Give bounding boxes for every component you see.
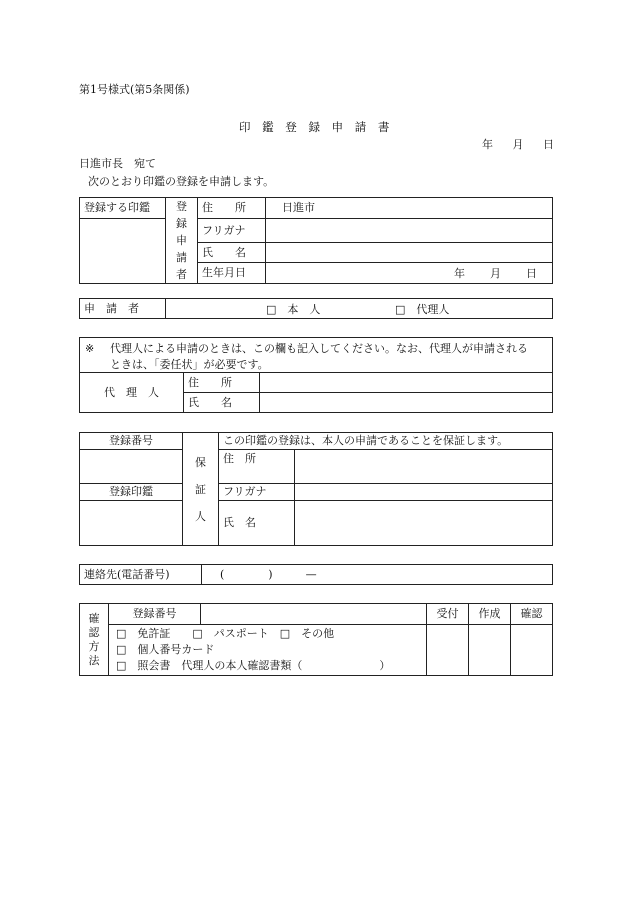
received-label: 受付 xyxy=(427,604,469,625)
birth-date-field[interactable] xyxy=(266,263,553,284)
contact-table xyxy=(79,564,553,585)
seal-impression-area[interactable] xyxy=(80,219,166,284)
guarantor-table xyxy=(79,432,553,546)
verification-methods xyxy=(109,625,427,676)
confirmed-stamp-box[interactable] xyxy=(511,625,553,676)
address-value[interactable]: 日進市 xyxy=(266,198,553,219)
registration-table xyxy=(79,197,553,284)
name-field[interactable] xyxy=(266,243,553,263)
created-label: 作成 xyxy=(469,604,511,625)
proxy-name-field[interactable] xyxy=(260,393,553,413)
applicant-vertical-label: 登録申請者 xyxy=(166,198,198,284)
page-title: 印 鑑 登 録 申 請 書 xyxy=(239,120,390,134)
contact-label: 連絡先(電話番号) xyxy=(80,565,202,585)
guarantor-name-field[interactable] xyxy=(295,501,553,546)
reg-seal-impression-area[interactable] xyxy=(80,501,183,546)
proxy-table xyxy=(79,337,553,413)
reg-number-label: 登録番号 xyxy=(80,433,183,450)
address-label: 住 所 xyxy=(198,198,266,219)
proxy-address-field[interactable] xyxy=(260,373,553,393)
proxy-note-line2: ときは、「委任状」が必要です。 xyxy=(110,358,269,371)
guarantor-furigana-field[interactable] xyxy=(295,484,553,501)
verification-vertical-label: 確認方法 xyxy=(80,604,109,676)
birth-year: 年 xyxy=(454,267,465,280)
applicant-options xyxy=(166,299,553,319)
guarantor-address-field[interactable] xyxy=(295,450,553,484)
verification-reg-number-field[interactable] xyxy=(201,604,427,625)
reg-number-field[interactable] xyxy=(80,450,183,484)
verification-reg-number-label: 登録番号 xyxy=(109,604,201,625)
verification-table xyxy=(79,603,553,676)
contact-phone-field[interactable]: ( ) — xyxy=(202,565,553,585)
birth-day: 日 xyxy=(526,267,537,280)
guarantor-vertical-label: 保証人 xyxy=(183,433,219,546)
birth-label: 生年月日 xyxy=(198,263,266,284)
proxy-note xyxy=(80,338,553,373)
guarantor-furigana-label: フリガナ xyxy=(219,484,295,501)
seal-label: 登録する印鑑 xyxy=(80,198,166,219)
confirmed-label: 確認 xyxy=(511,604,553,625)
furigana-label: フリガナ xyxy=(198,219,266,243)
furigana-field[interactable] xyxy=(266,219,553,243)
guarantor-address-label: 住 所 xyxy=(219,450,295,484)
proxy-note-line1: 代理人による申請のときは、この欄も記入してください。なお、代理人が申請される xyxy=(110,342,528,355)
verification-line-id[interactable]: □ 免許証 □ パスポート □ その他 xyxy=(116,627,335,640)
agent-checkbox[interactable]: □ 代理人 xyxy=(395,303,450,316)
proxy-label: 代 理 人 xyxy=(80,373,184,413)
intro-text: 次のとおり印鑑の登録を申請します。 xyxy=(88,175,275,188)
guarantor-name-label: 氏 名 xyxy=(219,501,295,546)
self-checkbox[interactable]: □ 本 人 xyxy=(266,303,321,316)
date-line: 年 月 日 xyxy=(482,138,554,151)
proxy-address-label: 住 所 xyxy=(184,373,260,393)
created-stamp-box[interactable] xyxy=(469,625,511,676)
guarantor-statement: この印鑑の登録は、本人の申請であることを保証します。 xyxy=(219,433,553,450)
reg-seal-label: 登録印鑑 xyxy=(80,484,183,501)
proxy-note-mark: ※ xyxy=(85,342,95,355)
addressee: 日進市長 宛て xyxy=(79,157,156,170)
applicant-table xyxy=(79,298,553,319)
applicant-label: 申 請 者 xyxy=(80,299,166,319)
birth-month: 月 xyxy=(490,267,501,280)
verification-line-inquiry[interactable]: □ 照会書 代理人の本人確認書類（ ） xyxy=(116,659,391,672)
proxy-name-label: 氏 名 xyxy=(184,393,260,413)
form-number: 第1号様式(第5条関係) xyxy=(79,83,190,96)
verification-line-mynumber[interactable]: □ 個人番号カード xyxy=(116,643,215,656)
name-label: 氏 名 xyxy=(198,243,266,263)
received-stamp-box[interactable] xyxy=(427,625,469,676)
